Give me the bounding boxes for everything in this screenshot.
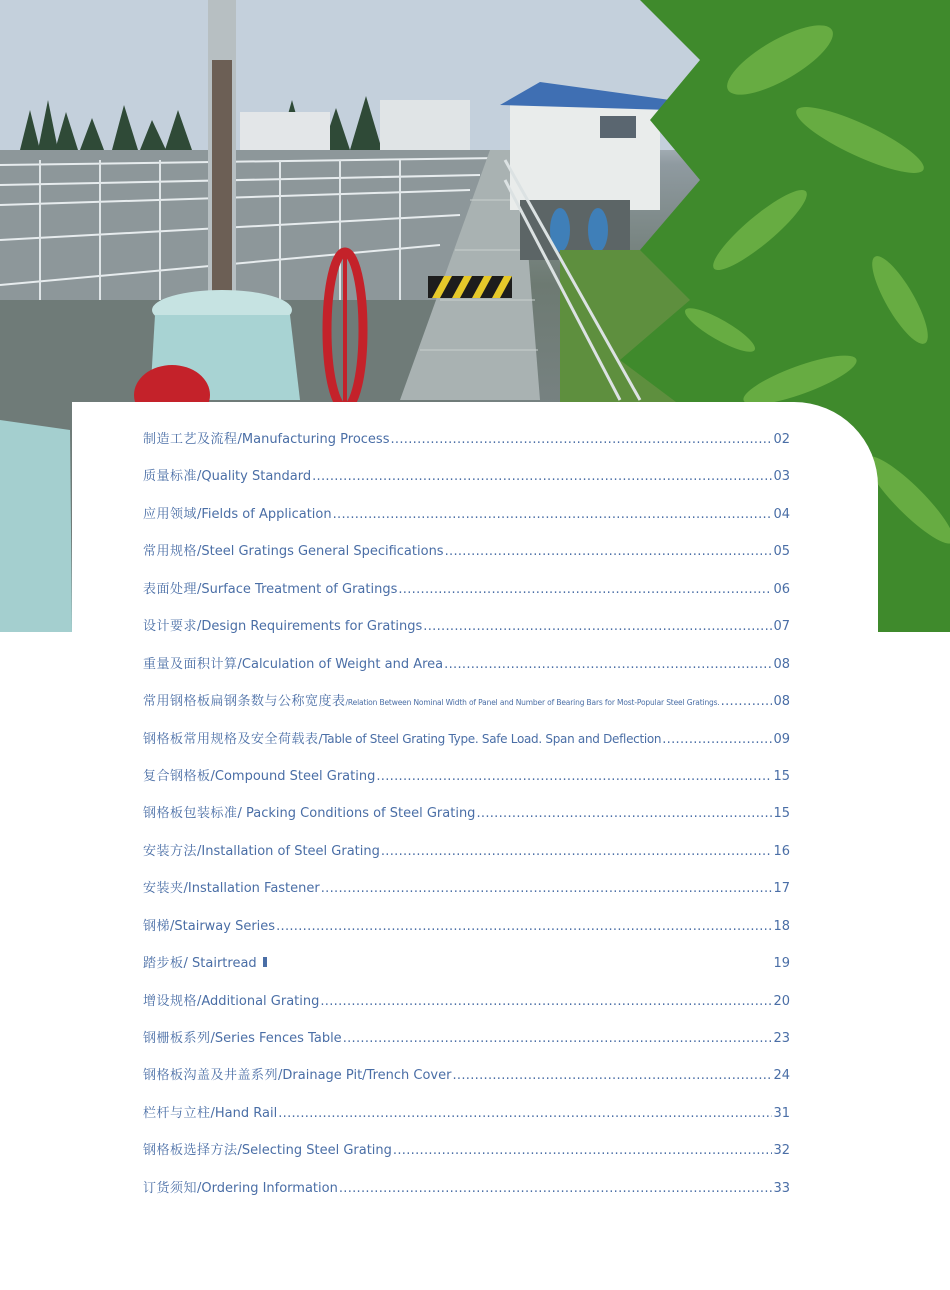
toc-entry-en: /Installation Fastener: [183, 881, 320, 897]
toc-page-number: 24: [773, 1068, 790, 1084]
toc-entry-en: /Additional Grating: [197, 993, 320, 1009]
toc-page-number: 17: [773, 881, 790, 897]
dot-leader: [381, 844, 773, 859]
toc-entry-en: /Selecting Steel Grating: [237, 1143, 392, 1159]
toc-entry-cn: 设计要求: [143, 619, 198, 635]
dot-leader: [476, 806, 772, 821]
toc-page-number: 18: [773, 918, 790, 934]
toc-entry-en: /Installation of Steel Grating: [197, 843, 380, 859]
toc-entry-en: /Fields of Application: [197, 506, 332, 522]
toc-entry-en: /Ordering Information: [197, 1180, 338, 1196]
toc-page-number: 31: [773, 1105, 790, 1121]
toc-entry-en: / Packing Conditions of Steel Grating: [237, 806, 476, 822]
toc-entry-cn: 重量及面积计算: [143, 656, 238, 672]
toc-entry[interactable]: [143, 503, 790, 540]
toc-page-number: 03: [773, 469, 790, 485]
toc-page-number: 19: [773, 956, 790, 972]
toc-entry[interactable]: [143, 1027, 790, 1064]
dot-leader: [343, 1031, 773, 1046]
toc-entry-en: /Series Fences Table: [210, 1031, 342, 1046]
dot-leader: [390, 432, 772, 447]
toc-entry[interactable]: [143, 428, 790, 465]
toc-entry[interactable]: [143, 915, 790, 952]
toc-entry-cn: 安装方法: [143, 843, 198, 859]
toc-entry-en: /Table of Steel Grating Type. Safe Load. Span and Deflection: [318, 731, 662, 746]
dot-leader: [321, 881, 773, 896]
toc-entry-en: /Compound Steel Grating: [210, 768, 376, 784]
toc-entry-cn: 常用规格: [143, 544, 198, 560]
toc-page-number: 08: [773, 656, 790, 672]
toc-page-number: 15: [773, 806, 790, 822]
marker-icon: [263, 957, 267, 967]
toc-page-number: 23: [773, 1031, 790, 1046]
toc-entry[interactable]: [143, 840, 790, 877]
dot-leader: [452, 1068, 772, 1083]
toc-page-number: 32: [773, 1143, 790, 1159]
toc-entry[interactable]: [143, 1139, 790, 1176]
toc-entry[interactable]: [143, 578, 790, 615]
toc-page-number: 09: [773, 731, 790, 747]
toc-entry-cn: 栏杆与立柱: [143, 1105, 211, 1121]
toc-entry-cn: 订货须知: [143, 1180, 198, 1196]
toc-entry-en: /Hand Rail: [210, 1105, 278, 1121]
toc-entry-en: / Stairtread: [183, 956, 257, 972]
toc-entry[interactable]: [143, 728, 790, 765]
toc-entry-cn: 增设规格: [143, 993, 198, 1009]
toc-entry[interactable]: [143, 653, 790, 690]
dot-leader: [444, 657, 772, 672]
toc-entry[interactable]: [143, 877, 790, 914]
toc-entry-cn: 钢格板沟盖及井盖系列: [143, 1068, 279, 1084]
dot-leader: [339, 1181, 773, 1196]
toc-entry-en: /Design Requirements for Gratings: [197, 619, 423, 635]
toc-entry[interactable]: [143, 540, 790, 577]
toc-entry-cn: 钢格板包装标准: [143, 806, 238, 822]
dot-leader: [398, 582, 772, 597]
toc-entry-en: /Surface Treatment of Gratings: [197, 581, 398, 597]
toc-page-number: 04: [773, 506, 790, 522]
toc-entry-cn: 钢梯: [143, 918, 171, 934]
toc-entry-cn: 踏步板: [143, 956, 184, 972]
dot-leader: [423, 619, 772, 634]
toc-entry[interactable]: [143, 465, 790, 502]
toc-entry[interactable]: [143, 802, 790, 839]
toc-entry-en: /Steel Gratings General Specifications: [197, 544, 444, 560]
toc-page-number: 02: [773, 432, 790, 447]
dot-leader: [278, 1106, 772, 1121]
toc-entry-cn: 安装夹: [143, 881, 184, 897]
toc-entry-en: /Manufacturing Process: [237, 432, 390, 447]
dot-leader: [276, 919, 772, 934]
toc-entry-en: /Quality Standard: [197, 469, 312, 485]
toc-entry[interactable]: [143, 990, 790, 1027]
toc-entry-cn: 应用领域: [143, 506, 198, 522]
toc-entry-en: /Calculation of Weight and Area: [237, 656, 444, 672]
dot-leader: [445, 544, 773, 559]
dot-leader: [333, 507, 773, 522]
toc-entry-en: /Relation Between Nominal Width of Panel and Number of Bearing Bars for Most-Popular Steel Gratings.: [345, 698, 720, 708]
table-of-contents: [143, 428, 790, 1214]
toc-entry-cn: 常用钢格板扁钢条数与公称宽度表: [143, 694, 346, 710]
toc-entry-cn: 表面处理: [143, 581, 198, 597]
toc-entry[interactable]: [143, 765, 790, 802]
toc-page-number: 08: [773, 694, 790, 710]
toc-entry[interactable]: [143, 1102, 790, 1139]
toc-entry-cn: 复合钢格板: [143, 768, 211, 784]
dot-leader: [320, 994, 772, 1009]
toc-entry-en: /Drainage Pit/Trench Cover: [278, 1068, 452, 1084]
toc-entry-cn: 制造工艺及流程: [143, 432, 238, 447]
dot-leader: [721, 694, 773, 709]
dot-leader: [662, 732, 772, 747]
toc-entry-cn: 质量标准: [143, 469, 198, 485]
toc-entry[interactable]: [143, 615, 790, 652]
toc-entry[interactable]: [143, 690, 790, 727]
dot-leader: [376, 769, 772, 784]
toc-entry[interactable]: [143, 1064, 790, 1101]
toc-page-number: 15: [773, 768, 790, 784]
toc-entry-en: /Stairway Series: [170, 918, 276, 934]
toc-entry[interactable]: [143, 952, 790, 989]
toc-page-number: 20: [773, 993, 790, 1009]
toc-page-number: 07: [773, 619, 790, 635]
toc-page-number: 05: [773, 544, 790, 560]
toc-page-number: 16: [773, 843, 790, 859]
toc-entry-cn: 钢格板选择方法: [143, 1143, 238, 1159]
toc-page-number: 33: [773, 1180, 790, 1196]
toc-entry[interactable]: [143, 1177, 790, 1214]
toc-entry-cn: 钢格板常用规格及安全荷载表: [143, 731, 319, 747]
toc-page-number: 06: [773, 581, 790, 597]
dot-leader: [393, 1143, 773, 1158]
toc-entry-cn: 钢栅板系列: [143, 1031, 211, 1046]
dot-leader: [312, 469, 772, 484]
